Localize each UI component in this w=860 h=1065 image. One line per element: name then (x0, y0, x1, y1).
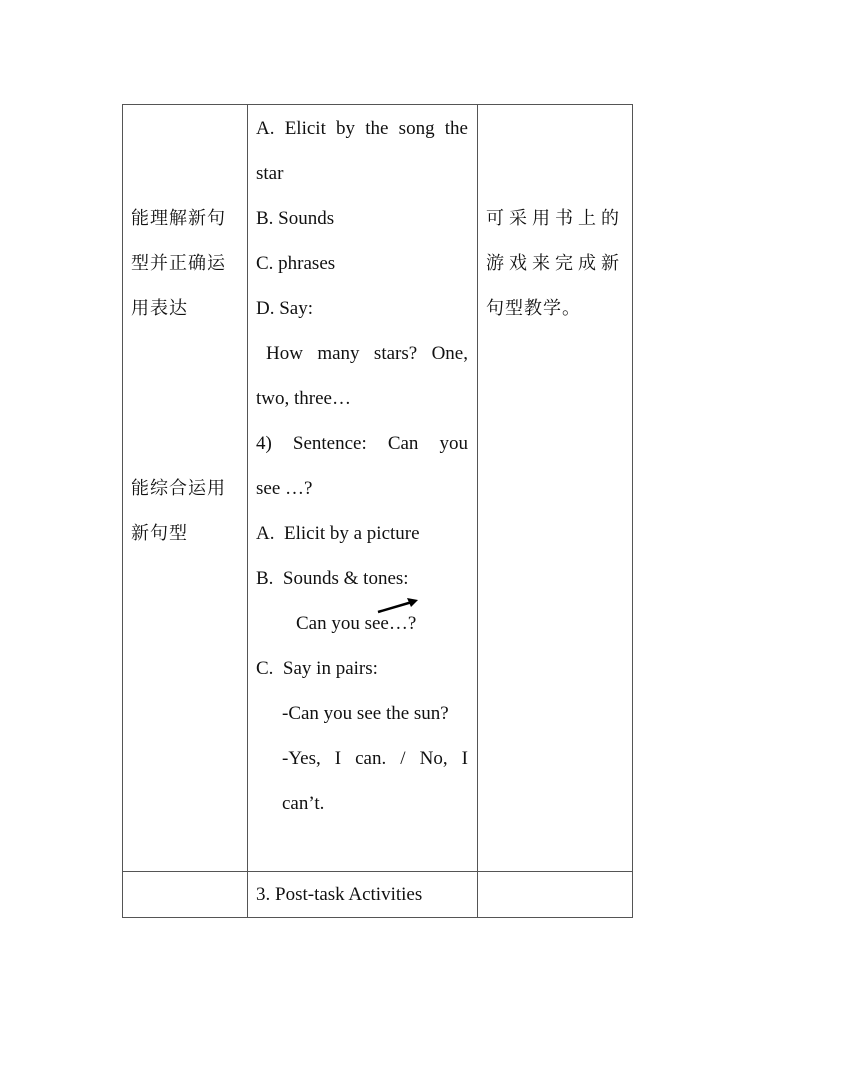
word: Elicit (284, 118, 326, 139)
word: can. (355, 748, 387, 769)
word: No, (419, 748, 448, 769)
say-step: D. Say: (256, 298, 313, 319)
objective-1-line-1: 能理解新句 (131, 208, 226, 229)
table-row (123, 872, 633, 918)
note-line-1: 可采用书上的 (486, 208, 624, 229)
sentence-line-2: see …? (256, 478, 313, 499)
elicit-song-line-1 (256, 117, 468, 141)
procedures-cell (248, 105, 478, 872)
how-many-line-1 (266, 342, 468, 366)
word: -Yes, (282, 748, 321, 769)
table-row (123, 105, 633, 872)
elicit-song-line-2: star (256, 163, 284, 184)
word: I (461, 748, 468, 769)
lesson-plan-table (122, 104, 633, 918)
objective-1-line-3: 用表达 (131, 298, 188, 319)
word: by (336, 118, 356, 139)
word: the (444, 118, 468, 139)
word: stars? (373, 343, 418, 364)
note-line-2: 游戏来完成新 (486, 253, 624, 274)
word: song (398, 118, 435, 139)
word: many (317, 343, 360, 364)
note-line-3: 句型教学。 (486, 298, 581, 319)
objective-2-line-2: 新句型 (131, 523, 188, 544)
say-in-pairs-step: C. Say in pairs: (256, 658, 378, 679)
word: the (365, 118, 389, 139)
empty-cell (478, 872, 633, 918)
word: One, (431, 343, 468, 364)
word: I (334, 748, 342, 769)
dialog-answer-line-2: can’t. (282, 793, 325, 814)
word: Sentence: (292, 433, 367, 454)
post-task-activities: 3. Post-task Activities (256, 884, 423, 905)
can-you-see-pattern: Can you see…? (296, 613, 417, 634)
empty-cell (123, 872, 248, 918)
elicit-picture-step: A. Elicit by a picture (256, 523, 420, 544)
objectives-cell (123, 105, 248, 872)
word: A. (256, 118, 275, 139)
word: Can (387, 433, 419, 454)
notes-cell (478, 105, 633, 872)
word: you (439, 433, 468, 454)
objective-2-line-1: 能综合运用 (131, 478, 226, 499)
sounds-tones-step: B. Sounds & tones: (256, 568, 409, 589)
dialog-answer-line-1 (282, 747, 468, 771)
sounds-step: B. Sounds (256, 208, 335, 229)
how-many-line-2: two, three… (256, 388, 351, 409)
post-task-cell (248, 872, 478, 918)
word: 4) (256, 433, 272, 454)
sentence-line-1 (256, 432, 468, 456)
objective-1-line-2: 型并正确运 (131, 253, 226, 274)
phrases-step: C. phrases (256, 253, 336, 274)
dialog-question: -Can you see the sun? (282, 703, 449, 724)
word: / (400, 748, 406, 769)
word: How (266, 343, 303, 364)
